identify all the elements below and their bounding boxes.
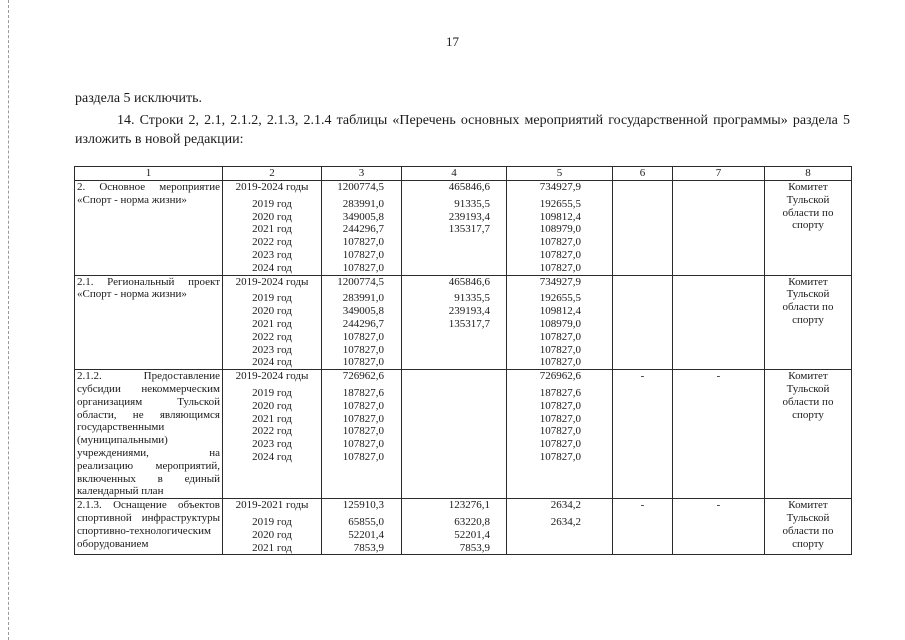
federal-amount-value: 135317,7 [448, 317, 490, 330]
period-value: 2023 год [252, 343, 292, 356]
federal-amount-value [404, 400, 502, 413]
header-col-2: 2 [223, 167, 322, 181]
federal-amount-value [404, 438, 502, 451]
federal-amount-value: 7853,9 [459, 541, 490, 554]
regional-amount-value: 109812,4 [539, 210, 581, 223]
measure-name-cell: 2. Основное мероприятие «Спорт - норма жизни» [75, 181, 223, 276]
federal-amount-value [404, 451, 502, 464]
total-amount-value: 107827,0 [342, 261, 384, 274]
total-amount-value: 107827,0 [342, 425, 384, 438]
col7-cell: - [673, 370, 765, 499]
total-amount-value: 107827,0 [342, 399, 384, 412]
col7-cell: - [673, 499, 765, 555]
regional-amount-value: 107827,0 [539, 399, 581, 412]
federal-amount-value [404, 356, 502, 369]
federal-amount-cell [402, 181, 507, 276]
period-value: 2020 год [252, 305, 292, 318]
total-amount-value: 107827,0 [342, 450, 384, 463]
period-value: 2019-2024 годы [235, 275, 309, 288]
federal-amount-value [404, 249, 502, 262]
period-value: 2021 год [252, 317, 292, 330]
table-row [75, 499, 852, 555]
total-amount-value: 187827,6 [342, 386, 384, 399]
header-col-4: 4 [402, 167, 507, 181]
binding-margin-line [8, 0, 9, 640]
total-amount-cell [322, 181, 402, 276]
regional-amount-value: 107827,0 [539, 248, 581, 261]
table-row [75, 275, 852, 370]
measure-name-cell: 2.1.2. Предоставление субсидии некоммерческим организациям Тульской области, не являющимся государственными (муниципальными) учреждениями, на реализацию мероприятий, включенных в единый календарный план [75, 370, 223, 499]
period-value: 2021 год [252, 412, 292, 425]
federal-amount-cell [402, 499, 507, 555]
total-amount-value: 244296,7 [342, 223, 384, 236]
total-amount-value: 107827,0 [342, 356, 384, 369]
federal-amount-value [404, 413, 502, 426]
federal-amount-value [404, 262, 502, 275]
federal-amount-value: 91335,5 [454, 292, 490, 305]
intro-paragraph: 14. Строки 2, 2.1, 2.1.2, 2.1.3, 2.1.4 таблицы «Перечень основных мероприятий государственной программы» раздела 5 изложить в новой редакции: [75, 113, 850, 147]
regional-amount-cell [507, 499, 613, 555]
federal-amount-value [404, 236, 502, 249]
total-amount-value: 349005,8 [342, 305, 384, 318]
period-value: 2019-2021 годы [235, 499, 309, 512]
period-value: 2023 год [252, 248, 292, 261]
total-amount-value: 1200774,5 [337, 275, 384, 288]
federal-amount-value: 123276,1 [448, 499, 490, 512]
regional-amount-cell [507, 370, 613, 499]
total-amount-value: 107827,0 [342, 343, 384, 356]
regional-amount-value: 192655,5 [539, 292, 581, 305]
regional-amount-value: 734927,9 [539, 275, 581, 288]
table-row [75, 181, 852, 276]
total-amount-value: 7853,9 [353, 541, 384, 554]
federal-amount-value: 63220,8 [454, 515, 490, 528]
federal-amount-value: 239193,4 [448, 210, 490, 223]
executor-cell: Комитет Тульской области по спорту [765, 275, 852, 370]
regional-amount-value: 107827,0 [539, 356, 581, 369]
header-col-7: 7 [673, 167, 765, 181]
regional-amount-cell [507, 275, 613, 370]
period-value: 2019-2024 годы [235, 370, 309, 383]
federal-amount-value: 135317,7 [448, 223, 490, 236]
period-cell [223, 499, 322, 555]
col6-cell: - [613, 499, 673, 555]
regional-amount-value: 107827,0 [539, 261, 581, 274]
total-amount-value: 1200774,5 [337, 181, 384, 193]
total-amount-cell [322, 370, 402, 499]
period-cell [223, 181, 322, 276]
period-value: 2021 год [252, 541, 292, 554]
regional-amount-value: 734927,9 [539, 181, 581, 193]
total-amount-value: 52201,4 [348, 528, 384, 541]
period-value: 2024 год [252, 261, 292, 274]
regional-amount-value: 108979,0 [539, 317, 581, 330]
total-amount-value: 283991,0 [342, 197, 384, 210]
total-amount-value: 349005,8 [342, 210, 384, 223]
header-col-5: 5 [507, 167, 613, 181]
federal-amount-value: 91335,5 [454, 197, 490, 210]
total-amount-value: 726962,6 [342, 370, 384, 383]
table-body [75, 181, 852, 555]
regional-amount-value: 109812,4 [539, 305, 581, 318]
federal-amount-value: 52201,4 [454, 528, 490, 541]
page-number: 17 [446, 34, 459, 49]
header-col-1: 1 [75, 167, 223, 181]
federal-amount-cell [402, 275, 507, 370]
regional-amount-cell [507, 181, 613, 276]
col6-cell [613, 181, 673, 276]
period-value: 2022 год [252, 425, 292, 438]
total-amount-value: 107827,0 [342, 236, 384, 249]
period-value: 2023 год [252, 438, 292, 451]
period-value: 2024 год [252, 356, 292, 369]
total-amount-value: 107827,0 [342, 330, 384, 343]
federal-amount-value: 239193,4 [448, 305, 490, 318]
regional-amount-value: 2634,2 [550, 515, 581, 528]
regional-amount-value: 108979,0 [539, 223, 581, 236]
executor-cell: Комитет Тульской области по спорту [765, 499, 852, 555]
regional-amount-value: 726962,6 [539, 370, 581, 383]
federal-amount-value: 465846,6 [448, 275, 490, 288]
col7-cell [673, 181, 765, 276]
regional-amount-value [509, 529, 608, 542]
col6-cell [613, 275, 673, 370]
period-value: 2024 год [252, 450, 292, 463]
period-value: 2019 год [252, 292, 292, 305]
executor-cell: Комитет Тульской области по спорту [765, 370, 852, 499]
period-value: 2019 год [252, 386, 292, 399]
period-value: 2022 год [252, 236, 292, 249]
regional-amount-value: 107827,0 [539, 450, 581, 463]
header-col-8: 8 [765, 167, 852, 181]
regional-amount-value: 107827,0 [539, 236, 581, 249]
total-amount-cell [322, 499, 402, 555]
col6-cell: - [613, 370, 673, 499]
total-amount-value: 107827,0 [342, 248, 384, 261]
federal-amount-value [404, 344, 502, 357]
regional-amount-value: 192655,5 [539, 197, 581, 210]
regional-amount-value [509, 542, 608, 555]
total-amount-value: 107827,0 [342, 438, 384, 451]
measure-name-cell: 2.1. Региональный проект «Спорт - норма жизни» [75, 275, 223, 370]
header-col-3: 3 [322, 167, 402, 181]
regional-amount-value: 107827,0 [539, 330, 581, 343]
regional-amount-value: 187827,6 [539, 386, 581, 399]
federal-amount-value [404, 331, 502, 344]
table-row [75, 370, 852, 499]
period-value: 2022 год [252, 330, 292, 343]
regional-amount-value: 107827,0 [539, 412, 581, 425]
total-amount-value: 283991,0 [342, 292, 384, 305]
federal-amount-value [404, 387, 502, 400]
total-amount-value: 125910,3 [342, 499, 384, 512]
total-amount-cell [322, 275, 402, 370]
program-measures-table [74, 166, 852, 555]
total-amount-value: 107827,0 [342, 412, 384, 425]
total-amount-value: 65855,0 [348, 515, 384, 528]
period-value: 2020 год [252, 399, 292, 412]
regional-amount-value: 107827,0 [539, 425, 581, 438]
period-value: 2021 год [252, 223, 292, 236]
measure-name-cell: 2.1.3. Оснащение объектов спортивной инфраструктуры спортивно-технологическим оборудованием [75, 499, 223, 555]
header-col-6: 6 [613, 167, 673, 181]
col7-cell [673, 275, 765, 370]
period-value: 2019-2024 годы [235, 181, 309, 193]
period-cell [223, 370, 322, 499]
table-header-row [75, 167, 852, 181]
federal-amount-value: 465846,6 [448, 181, 490, 193]
period-value: 2020 год [252, 210, 292, 223]
total-amount-value: 244296,7 [342, 317, 384, 330]
regional-amount-value: 2634,2 [550, 499, 581, 512]
period-value: 2019 год [252, 197, 292, 210]
period-value: 2019 год [252, 515, 292, 528]
intro-line: раздела 5 исключить. [75, 91, 202, 106]
period-cell [223, 275, 322, 370]
regional-amount-value: 107827,0 [539, 438, 581, 451]
executor-cell: Комитет Тульской области по спорту [765, 181, 852, 276]
federal-amount-cell [402, 370, 507, 499]
federal-amount-value [404, 370, 502, 383]
regional-amount-value: 107827,0 [539, 343, 581, 356]
period-value: 2020 год [252, 528, 292, 541]
federal-amount-value [404, 425, 502, 438]
